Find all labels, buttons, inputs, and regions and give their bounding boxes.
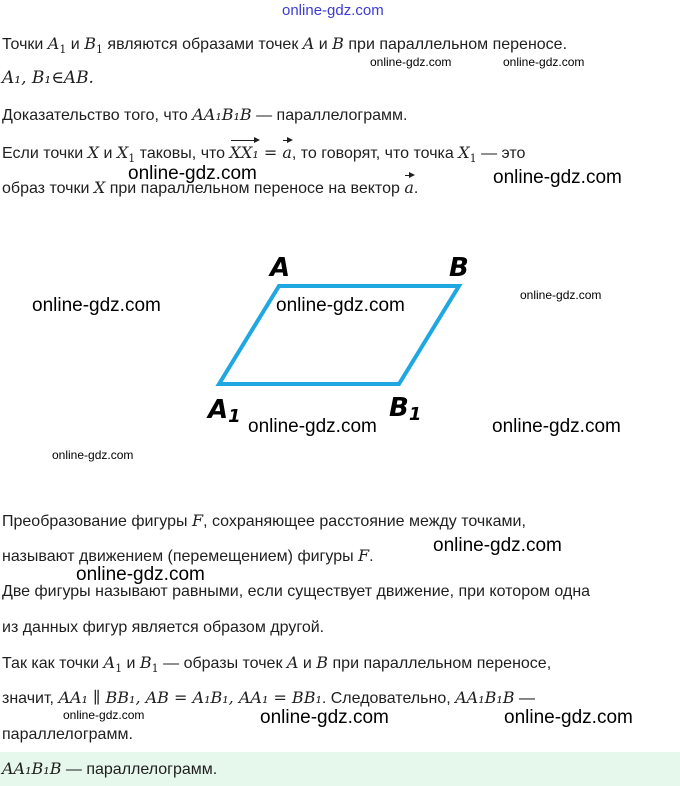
text: Преобразование фигуры bbox=[2, 513, 192, 530]
text-line-5 bbox=[2, 177, 418, 200]
math-vector-a: a bbox=[404, 178, 414, 197]
math-eq: = bbox=[258, 143, 283, 162]
math-X: X bbox=[87, 143, 100, 162]
text: Так как точки bbox=[2, 655, 104, 672]
vertex-label-B: B bbox=[449, 253, 469, 283]
text: — образы точек bbox=[158, 655, 287, 672]
text: и bbox=[122, 655, 140, 672]
math-A1: $A_1$ bbox=[47, 34, 67, 57]
text: — параллелограмм. bbox=[61, 761, 218, 778]
watermark: online-gdz.com bbox=[492, 416, 621, 437]
math-X: X bbox=[93, 178, 106, 197]
watermark: online-gdz.com bbox=[260, 707, 389, 728]
answer-box bbox=[0, 752, 680, 786]
watermark: online-gdz.com bbox=[370, 55, 452, 69]
text: — параллелограмм. bbox=[251, 107, 408, 124]
math-F: F bbox=[358, 546, 370, 565]
text-line-1 bbox=[2, 33, 567, 61]
text: называют движением (перемещением) фигуры bbox=[2, 548, 359, 565]
math-AA1B1B: AA₁B₁B bbox=[455, 688, 515, 707]
math-B1: $B_1$ bbox=[84, 34, 103, 57]
watermark: online-gdz.com bbox=[248, 416, 377, 437]
text-line-12: параллелограмм. bbox=[2, 726, 133, 743]
math-A: A bbox=[302, 34, 315, 53]
text: . bbox=[413, 180, 419, 197]
math-B: B bbox=[316, 653, 329, 672]
math-AA1B1B: AA₁B₁B bbox=[192, 105, 252, 124]
math-F: F bbox=[191, 511, 204, 530]
math-vector-XX1: XX₁ bbox=[229, 143, 259, 162]
text: Доказательство того, что bbox=[2, 107, 193, 124]
text: и bbox=[66, 36, 85, 53]
text-line-3 bbox=[2, 104, 407, 127]
watermark: online-gdz.com bbox=[520, 288, 602, 302]
math-A: A bbox=[286, 653, 299, 672]
text-line-4 bbox=[2, 142, 525, 170]
text-line-6 bbox=[2, 510, 526, 533]
text: при параллельном переносе на вектор bbox=[105, 180, 405, 197]
vertex-label-B1: B1 bbox=[389, 393, 422, 425]
text: . Следовательно, bbox=[321, 690, 456, 707]
watermark: online-gdz.com bbox=[493, 167, 622, 188]
text: являются образами точек bbox=[102, 36, 303, 53]
watermark: online-gdz.com bbox=[52, 448, 134, 462]
watermark: online-gdz.com bbox=[276, 295, 405, 316]
text: и bbox=[99, 145, 117, 162]
text: , то говорят, что точка bbox=[291, 145, 459, 162]
text: Если точки bbox=[2, 145, 88, 162]
math-line-2: A₁, B₁∈AB. bbox=[2, 68, 94, 88]
watermark: online-gdz.com bbox=[433, 535, 562, 556]
text: — bbox=[514, 690, 536, 707]
text: и bbox=[298, 655, 317, 672]
text-line-8: Две фигуры называют равными, если существует движение, при котором одна bbox=[2, 583, 591, 600]
math-X1: $X_1$ bbox=[116, 143, 136, 166]
text: при параллельном переносе, bbox=[328, 655, 552, 672]
math-A1: $A_1$ bbox=[103, 653, 123, 676]
math-AA1B1B: AA₁B₁B bbox=[2, 759, 62, 778]
math-vector-a: a bbox=[282, 143, 292, 162]
text: Точки bbox=[2, 36, 48, 53]
watermark: online-gdz.com bbox=[128, 163, 257, 184]
watermark: online-gdz.com bbox=[503, 55, 585, 69]
text: значит, bbox=[2, 690, 59, 707]
text: , сохраняющее расстояние между точками, bbox=[203, 513, 526, 530]
watermark: online-gdz.com bbox=[63, 708, 145, 722]
text: при параллельном переносе. bbox=[343, 36, 568, 53]
text: — это bbox=[476, 145, 526, 162]
math-B1: $B_1$ bbox=[139, 653, 159, 676]
answer-text bbox=[2, 758, 217, 781]
text: . bbox=[369, 548, 374, 565]
watermark: online-gdz.com bbox=[76, 564, 205, 585]
text-line-10 bbox=[2, 652, 551, 680]
text: таковы, что bbox=[135, 145, 230, 162]
vertex-label-A1: A1 bbox=[208, 395, 241, 427]
text: образ точки bbox=[2, 180, 94, 197]
watermark: online-gdz.com bbox=[32, 295, 161, 316]
math-X1: $X_1$ bbox=[458, 143, 477, 166]
watermark: online-gdz.com bbox=[504, 707, 633, 728]
text: и bbox=[314, 36, 333, 53]
math-relations: AA₁ ∥ BB₁, AB = A₁B₁, AA₁ = BB₁ bbox=[58, 688, 322, 707]
watermark-top: online-gdz.com bbox=[282, 2, 384, 19]
text-line-9: из данных фигур является образом другой. bbox=[2, 619, 325, 636]
vertex-label-A: A bbox=[270, 253, 291, 283]
math-B: B bbox=[332, 34, 344, 53]
